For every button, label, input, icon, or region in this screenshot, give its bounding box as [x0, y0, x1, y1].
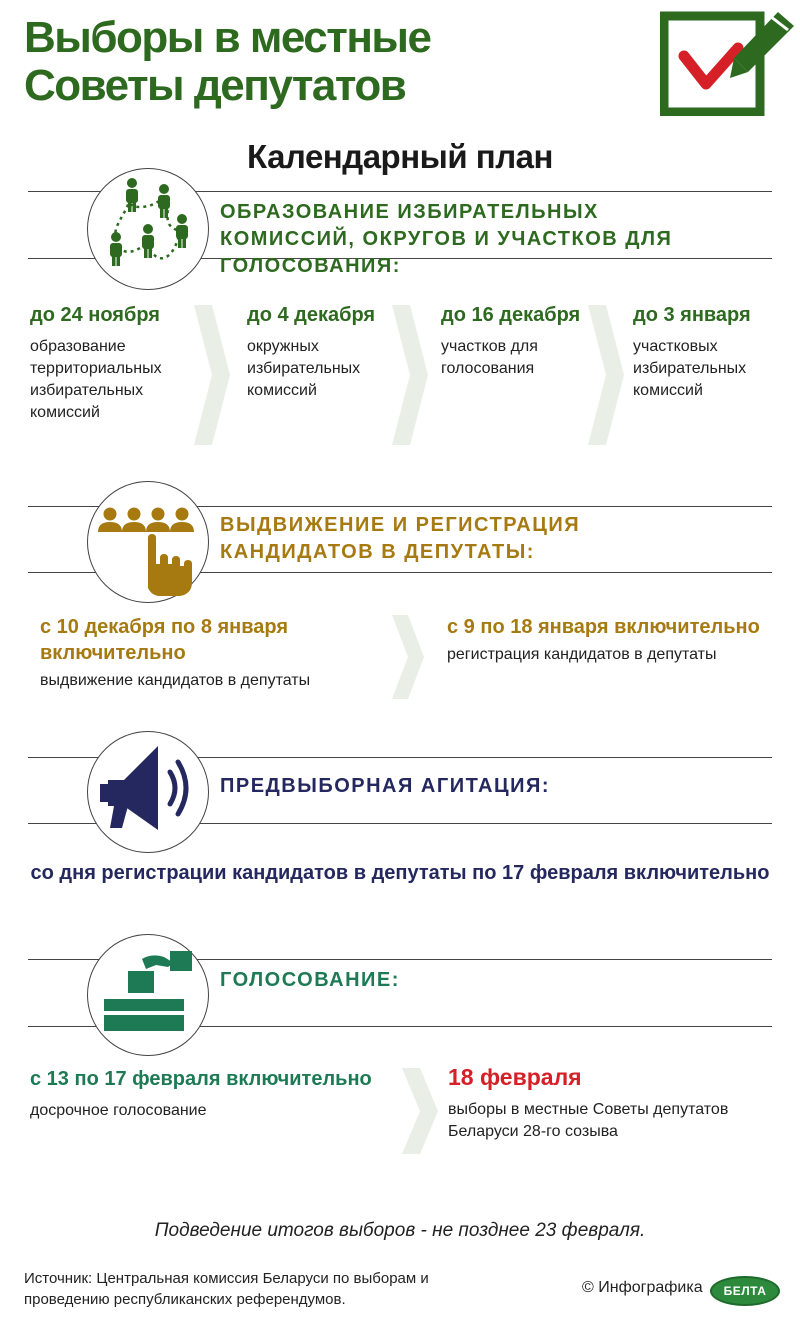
ballot-box-icon: [88, 935, 208, 1055]
section4-icon-circle: [87, 934, 209, 1056]
section1-icon-circle: [87, 168, 209, 290]
source-note: Источник: Центральная комиссия Беларуси по выборам и проведению республиканских референдумов.: [24, 1270, 429, 1308]
section2-heading: ВЫДВИЖЕНИЕ И РЕГИСТРАЦИЯ КАНДИДАТОВ В ДЕПУТАТЫ:: [220, 514, 581, 563]
section3-icon-circle: [87, 731, 209, 853]
section2-icon-circle: [87, 481, 209, 603]
section3-heading: ПРЕДВЫБОРНАЯ АГИТАЦИЯ:: [220, 775, 550, 797]
section4-item1-desc: досрочное голосование: [30, 1102, 207, 1119]
section1-item4-desc: участковых избирательных комиссий: [633, 338, 747, 399]
chevron-right-icon: [192, 305, 232, 445]
hand-raised-vote-icon: [88, 482, 208, 602]
section1-item3-date: до 16 декабря: [441, 304, 581, 326]
infographic-credit: © Инфографика: [582, 1279, 703, 1296]
section1-item2-date: до 4 декабря: [247, 304, 376, 326]
megaphone-icon: [88, 732, 208, 852]
section2-item2-desc: регистрация кандидатов в депутаты: [447, 646, 717, 663]
section1-item3-desc: участков для голосования: [441, 338, 538, 377]
calendar-plan-heading: Календарный план: [247, 138, 553, 175]
chevron-right-icon: [400, 1068, 440, 1154]
section4-item1-date: с 13 по 17 февраля включительно: [30, 1068, 372, 1090]
section2-item2-date: с 9 по 18 января включительно: [447, 616, 760, 638]
section2-item1-desc: выдвижение кандидатов в депутаты: [40, 672, 311, 689]
section3-item1-date: со дня регистрации кандидатов в депутаты по 17 февраля включительно: [30, 862, 770, 884]
people-network-icon: [88, 169, 208, 289]
section1-item1-date: до 24 ноября: [30, 304, 160, 326]
chevron-right-icon: [390, 305, 430, 445]
section4-heading: ГОЛОСОВАНИЕ:: [220, 969, 400, 991]
results-deadline-note: Подведение итогов выборов - не позднее 23 февраля.: [154, 1220, 646, 1241]
page-title: Выборы в местные Советы депутатов: [24, 13, 431, 110]
belta-logo: [710, 1276, 780, 1306]
section1-item2-desc: окружных избирательных комиссий: [247, 338, 361, 399]
chevron-right-icon: [390, 615, 426, 699]
section1-heading: ОБРАЗОВАНИЕ ИЗБИРАТЕЛЬНЫХ КОМИССИЙ, ОКРУГОВ И УЧАСТКОВ ДЛЯ ГОЛОСОВАНИЯ:: [220, 201, 673, 277]
chevron-right-icon: [586, 305, 626, 445]
section4-item2-desc: выборы в местные Советы депутатов Беларуси 28-го созыва: [448, 1101, 729, 1140]
section1-item4-date: до 3 января: [633, 304, 751, 326]
section1-item1-desc: образование территориальных избирательных комиссий: [30, 338, 162, 421]
belta-logo-text: БЕЛТА: [723, 1284, 767, 1298]
section4-item2-date: 18 февраля: [448, 1064, 582, 1090]
ballot-check-logo-icon: [660, 4, 796, 116]
section2-item1-date: с 10 декабря по 8 января включительно: [40, 616, 289, 664]
